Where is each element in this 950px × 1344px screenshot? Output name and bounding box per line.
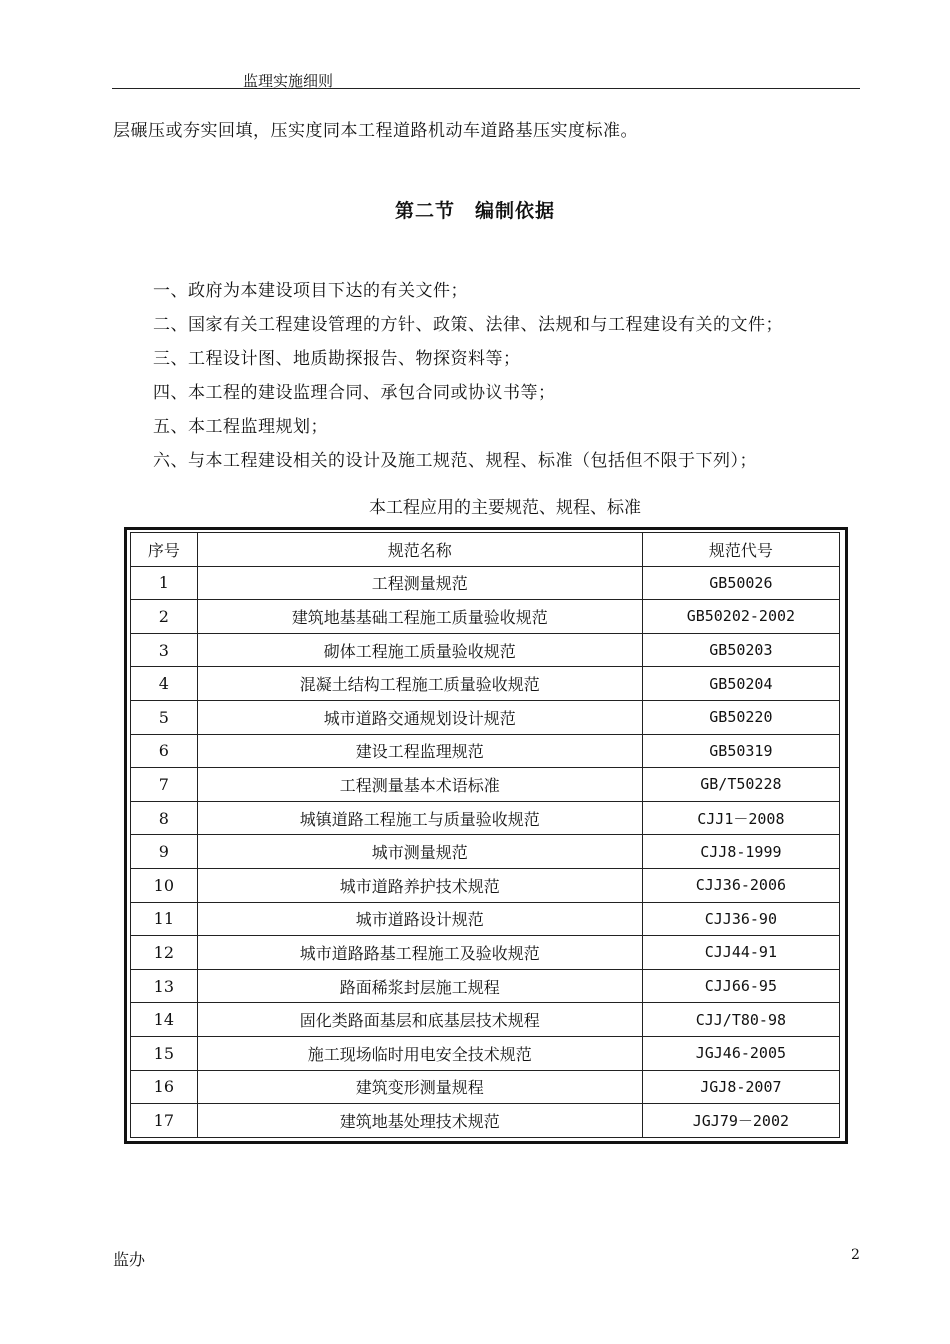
table-row [131,566,840,600]
row-name: 固化类路面基层和底基层技术规程 [197,1003,642,1037]
row-code: GB50026 [642,566,839,600]
row-name: 砌体工程施工质量验收规范 [197,633,642,667]
row-name: 工程测量规范 [197,566,642,600]
row-code: JGJ8-2007 [642,1070,839,1104]
table-row [131,936,840,970]
row-index: 13 [131,969,198,1003]
row-code: CJJ8-1999 [642,835,839,869]
row-index: 16 [131,1070,198,1104]
row-name: 建筑变形测量规程 [197,1070,642,1104]
row-name: 城市道路设计规范 [197,902,642,936]
table-row [131,835,840,869]
footer-label: 监办 [113,1250,146,1269]
row-code: GB50202-2002 [642,600,839,634]
row-name: 城市测量规范 [197,835,642,869]
row-index: 11 [131,902,198,936]
row-index: 10 [131,868,198,902]
row-index: 7 [131,768,198,802]
row-code: CJJ44-91 [642,936,839,970]
row-index: 12 [131,936,198,970]
table-row [131,768,840,802]
table-row [131,1036,840,1070]
row-index: 2 [131,600,198,634]
row-index: 15 [131,1036,198,1070]
table-row [131,1070,840,1104]
row-code: GB50319 [642,734,839,768]
table-row [131,1104,840,1138]
basis-item: 五、本工程监理规划； [153,417,328,437]
table-header-row [131,533,840,567]
row-name: 建筑地基处理技术规范 [197,1104,642,1138]
row-name: 建设工程监理规范 [197,734,642,768]
table-row [131,734,840,768]
running-header: 监理实施细则 [243,72,334,90]
table-row [131,902,840,936]
row-index: 3 [131,633,198,667]
row-index: 14 [131,1003,198,1037]
row-name: 城市道路交通规划设计规范 [197,700,642,734]
row-code: CJJ36-90 [642,902,839,936]
basis-item: 六、与本工程建设相关的设计及施工规范、规程、标准（包括但不限于下列）； [153,451,757,471]
row-index: 17 [131,1104,198,1138]
standards-table [130,532,840,1138]
row-index: 6 [131,734,198,768]
table-row [131,969,840,1003]
row-code: GB50204 [642,667,839,701]
row-name: 混凝土结构工程施工质量验收规范 [197,667,642,701]
row-code: GB50220 [642,700,839,734]
basis-list [153,280,783,484]
basis-item: 四、本工程的建设监理合同、承包合同或协议书等； [153,383,556,403]
table-row [131,801,840,835]
section-title: 第二节 编制依据 [394,200,555,222]
table-row [131,600,840,634]
row-name: 施工现场临时用电安全技术规范 [197,1036,642,1070]
intro-paragraph: 层碾压或夯实回填，压实度同本工程道路机动车道路基压实度标准。 [113,121,638,141]
table-row [131,868,840,902]
table-row [131,667,840,701]
row-code: CJJ66-95 [642,969,839,1003]
table-row [131,633,840,667]
row-name: 城市道路养护技术规范 [197,868,642,902]
row-index: 8 [131,801,198,835]
basis-item: 二、国家有关工程建设管理的方针、政策、法律、法规和与工程建设有关的文件； [153,315,783,335]
row-code: GB/T50228 [642,768,839,802]
basis-item: 一、政府为本建设项目下达的有关文件； [153,281,468,301]
row-index: 1 [131,566,198,600]
row-name: 路面稀浆封层施工规程 [197,969,642,1003]
row-name: 城镇道路工程施工与质量验收规范 [197,801,642,835]
row-code: JGJ46-2005 [642,1036,839,1070]
table-row [131,1003,840,1037]
row-index: 5 [131,700,198,734]
header-code: 规范代号 [642,533,839,567]
table-row [131,700,840,734]
row-code: CJJ1－2008 [642,801,839,835]
row-name: 城市道路路基工程施工及验收规范 [197,936,642,970]
header-index: 序号 [131,533,198,567]
row-index: 9 [131,835,198,869]
page-number: 2 [851,1247,860,1263]
row-name: 建筑地基基础工程施工质量验收规范 [197,600,642,634]
basis-item: 三、工程设计图、地质勘探报告、物探资料等； [153,349,521,369]
row-code: JGJ79－2002 [642,1104,839,1138]
row-code: CJJ/T80-98 [642,1003,839,1037]
header-rule [112,88,860,89]
row-code: CJJ36-2006 [642,868,839,902]
header-name: 规范名称 [197,533,642,567]
table-caption: 本工程应用的主要规范、规程、标准 [369,498,641,518]
row-name: 工程测量基本术语标准 [197,768,642,802]
row-index: 4 [131,667,198,701]
row-code: GB50203 [642,633,839,667]
